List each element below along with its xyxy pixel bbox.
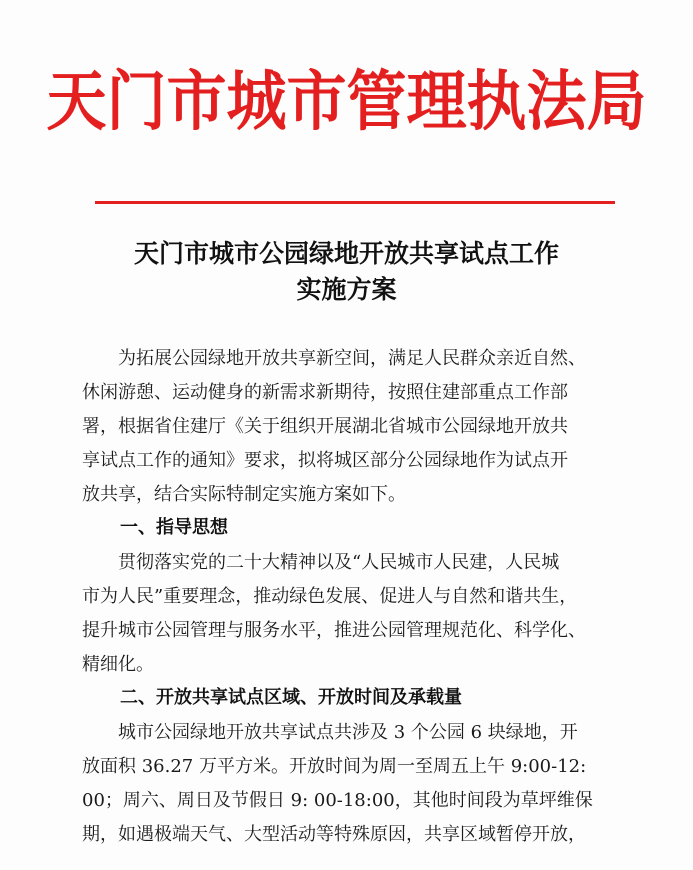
section-1-line: 贯彻落实党的二十大精神以及“人民城市人民建，人民城 xyxy=(82,552,560,573)
section-2-line: 00；周六、周日及节假日 9: 00-18:00，其他时间段为草坪维保 xyxy=(82,790,593,811)
letterhead-divider xyxy=(95,201,615,204)
section-2-line: 期，如遇极端天气、大型活动等特殊原因，共享区域暂停开放， xyxy=(82,824,586,845)
intro-line: 享试点工作的通知》要求，拟将城区部分公园绿地作为试点开 xyxy=(82,450,568,471)
intro-line: 署，根据省住建厅《关于组织开展湖北省城市公园绿地开放共 xyxy=(82,416,568,437)
section-2-heading: 二、开放共享试点区域、开放时间及承载量 xyxy=(120,687,462,708)
intro-line: 为拓展公园绿地开放共享新空间，满足人民群众亲近自然、 xyxy=(82,348,586,369)
section-1-line: 提升城市公园管理与服务水平，推进公园管理规范化、科学化、 xyxy=(82,620,586,641)
document-title-line-2: 实施方案 xyxy=(296,275,397,304)
agency-letterhead: 天门市城市管理执法局 xyxy=(46,64,647,140)
document-title-line-1: 天门市城市公园绿地开放共享试点工作 xyxy=(133,239,559,268)
section-1-line: 市为人民”重要理念，推动绿色发展、促进人与自然和谐共生， xyxy=(82,586,578,607)
intro-line: 休闲游憩、运动健身的新需求新期待，按照住建部重点工作部 xyxy=(82,382,568,403)
section-1-line: 精细化。 xyxy=(82,654,154,675)
section-2-line: 城市公园绿地开放共享试点共涉及 3 个公园 6 块绿地，开 xyxy=(82,722,578,743)
intro-line: 放共享，结合实际特制定实施方案如下。 xyxy=(82,484,406,505)
section-2-line: 放面积 36.27 万平方米。开放时间为周一至周五上午 9:00-12: xyxy=(82,756,587,777)
section-1-heading: 一、指导思想 xyxy=(120,517,228,538)
